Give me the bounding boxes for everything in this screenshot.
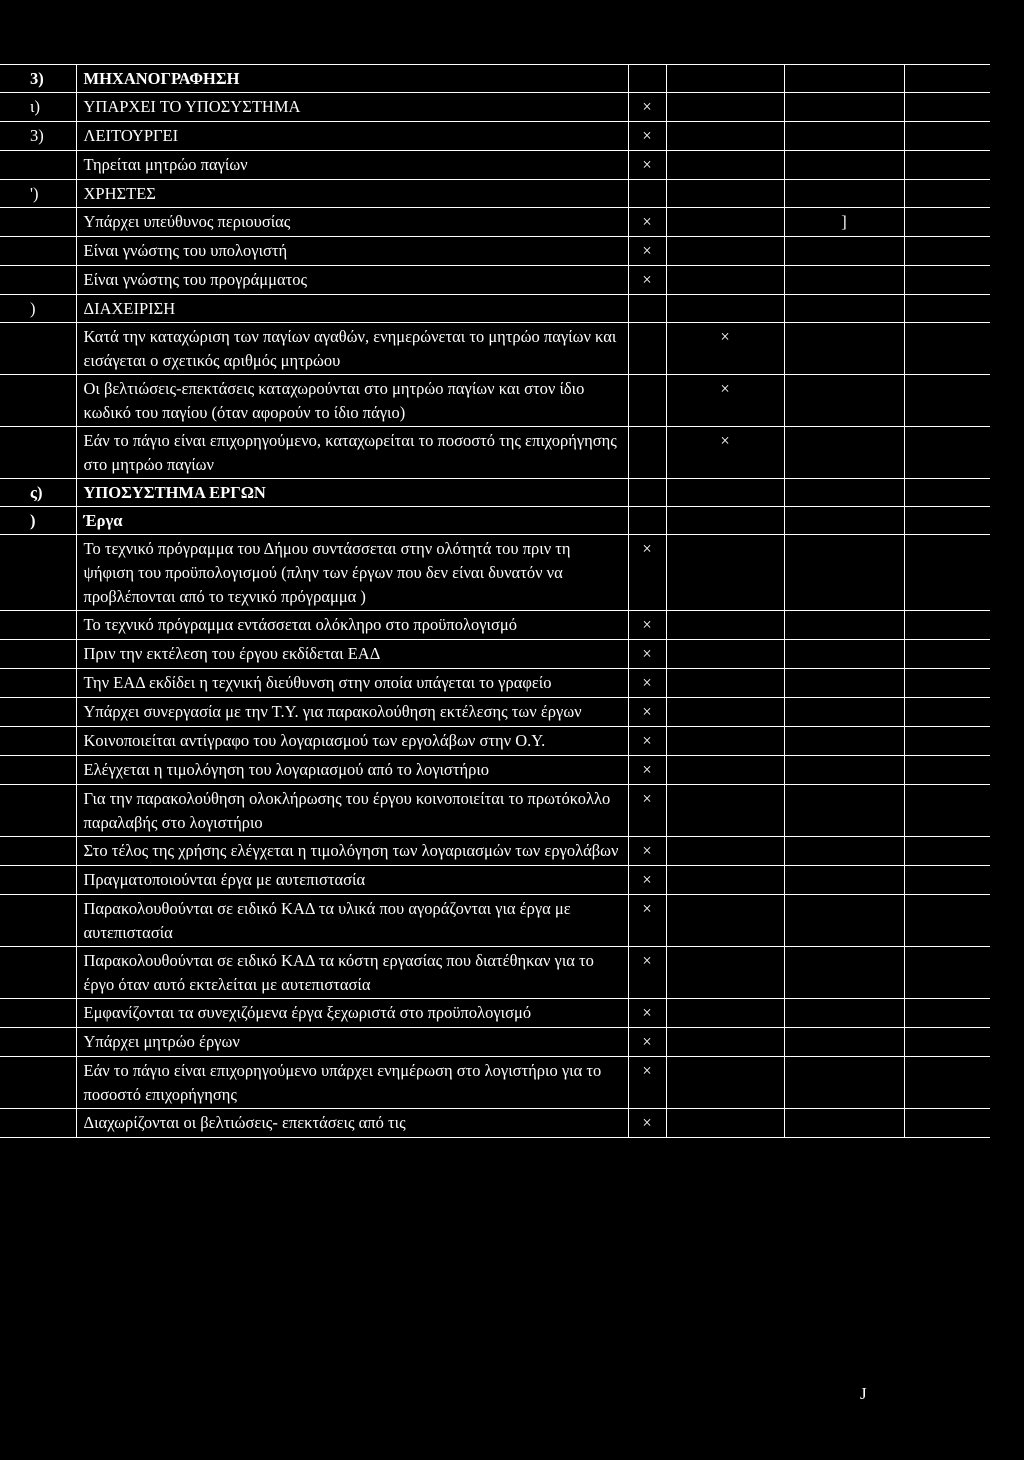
row-text: Οι βελτιώσεις-επεκτάσεις καταχωρούνται στο μητρώο παγίων και στον ίδιο κωδικό του παγίου (όταν αφορούν το ίδιο πάγιο) <box>76 375 628 427</box>
row-text: Παρακολουθούνται σε ειδικό ΚΑΔ τα κόστη εργασίας που διατέθηκαν για το έργο όταν αυτό εκτελείται με αυτεπιστασία <box>76 947 628 999</box>
table-row <box>0 93 990 122</box>
mark-col-4 <box>904 208 990 237</box>
mark-col-2 <box>666 151 784 180</box>
table-row <box>0 640 990 669</box>
row-number <box>0 208 76 237</box>
row-text: Ελέγχεται η τιμολόγηση του λογαριασμού από το λογιστήριο <box>76 756 628 785</box>
row-text: Είναι γνώστης του υπολογιστή <box>76 237 628 266</box>
mark-col-2 <box>666 837 784 866</box>
row-number <box>0 698 76 727</box>
row-text: Υπάρχει υπεύθυνος περιουσίας <box>76 208 628 237</box>
mark-col-3 <box>784 1028 904 1057</box>
row-number <box>0 756 76 785</box>
table-row <box>0 237 990 266</box>
mark-col-3 <box>784 698 904 727</box>
row-text: Εάν το πάγιο είναι επιχορηγούμενο υπάρχει ενημέρωση στο λογιστήριο για το ποσοστό επιχορήγησης <box>76 1057 628 1109</box>
mark-col-4 <box>904 507 990 535</box>
table-row <box>0 669 990 698</box>
table-row <box>0 122 990 151</box>
mark-col-4 <box>904 611 990 640</box>
mark-col-1: × <box>628 122 666 151</box>
mark-col-1: × <box>628 727 666 756</box>
row-number <box>0 640 76 669</box>
mark-col-2 <box>666 756 784 785</box>
mark-col-1: × <box>628 1109 666 1138</box>
mark-col-4 <box>904 866 990 895</box>
row-text: Παρακολουθούνται σε ειδικό ΚΑΔ τα υλικά που αγοράζονται για έργα με αυτεπιστασία <box>76 895 628 947</box>
mark-col-1: × <box>628 999 666 1028</box>
mark-col-1 <box>628 479 666 507</box>
mark-col-1: × <box>628 895 666 947</box>
mark-col-4 <box>904 122 990 151</box>
mark-col-1: × <box>628 535 666 611</box>
mark-col-4 <box>904 93 990 122</box>
table-row <box>0 895 990 947</box>
row-number <box>0 1109 76 1138</box>
checklist-table <box>0 64 990 1138</box>
mark-col-4 <box>904 895 990 947</box>
mark-col-2 <box>666 1109 784 1138</box>
mark-col-3 <box>784 837 904 866</box>
mark-col-1: × <box>628 640 666 669</box>
mark-col-1: × <box>628 1057 666 1109</box>
row-text: Κοινοποιείται αντίγραφο του λογαριασμού των εργολάβων στην Ο.Υ. <box>76 727 628 756</box>
mark-col-3 <box>784 756 904 785</box>
row-number <box>0 427 76 479</box>
mark-col-1: × <box>628 947 666 999</box>
row-number <box>0 1057 76 1109</box>
row-number <box>0 1028 76 1057</box>
row-text: Πραγματοποιούνται έργα με αυτεπιστασία <box>76 866 628 895</box>
mark-col-2 <box>666 640 784 669</box>
table-row <box>0 999 990 1028</box>
table-row <box>0 507 990 535</box>
table-row <box>0 151 990 180</box>
table-row <box>0 837 990 866</box>
table-row <box>0 180 990 208</box>
row-number <box>0 785 76 837</box>
mark-col-2 <box>666 669 784 698</box>
row-text: Κατά την καταχώριση των παγίων αγαθών, ενημερώνεται το μητρώο παγίων και εισάγεται ο σχετικός αριθμός μητρώου <box>76 323 628 375</box>
mark-col-1: × <box>628 611 666 640</box>
table-row <box>0 323 990 375</box>
mark-col-3 <box>784 93 904 122</box>
mark-col-3 <box>784 640 904 669</box>
row-text: Το τεχνικό πρόγραμμα εντάσσεται ολόκληρο στο προϋπολογισμό <box>76 611 628 640</box>
table-row <box>0 756 990 785</box>
row-number <box>0 375 76 427</box>
mark-col-3 <box>784 237 904 266</box>
mark-col-3 <box>784 479 904 507</box>
mark-col-3 <box>784 535 904 611</box>
row-number: 3) <box>0 65 76 93</box>
mark-col-3 <box>784 507 904 535</box>
table-row <box>0 866 990 895</box>
row-number <box>0 837 76 866</box>
mark-col-1: × <box>628 151 666 180</box>
mark-col-2 <box>666 266 784 295</box>
mark-col-1 <box>628 65 666 93</box>
row-number <box>0 727 76 756</box>
mark-col-3 <box>784 866 904 895</box>
mark-col-2 <box>666 785 784 837</box>
mark-col-2: × <box>666 427 784 479</box>
table-row <box>0 535 990 611</box>
mark-col-3 <box>784 947 904 999</box>
row-number <box>0 323 76 375</box>
table-row <box>0 427 990 479</box>
mark-col-2 <box>666 727 784 756</box>
row-text: Πριν την εκτέλεση του έργου εκδίδεται ΕΑΔ <box>76 640 628 669</box>
table-row <box>0 1057 990 1109</box>
table-row <box>0 1028 990 1057</box>
mark-col-4 <box>904 947 990 999</box>
row-text: Εάν το πάγιο είναι επιχορηγούμενο, καταχωρείται το ποσοστό της επιχορήγησης στο μητρώο παγίων <box>76 427 628 479</box>
mark-col-4 <box>904 479 990 507</box>
mark-col-3 <box>784 1109 904 1138</box>
table-row <box>0 479 990 507</box>
mark-col-2 <box>666 479 784 507</box>
mark-col-3 <box>784 180 904 208</box>
row-text: Το τεχνικό πρόγραμμα του Δήμου συντάσσεται στην ολότητά του πριν τη ψήφιση του προϋπολογισμού (πλην των έργων που δεν είναι δυνατόν να προβλέπονται από το τεχνικό πρόγραμμα ) <box>76 535 628 611</box>
mark-col-4 <box>904 727 990 756</box>
row-number: ') <box>0 180 76 208</box>
table-row <box>0 611 990 640</box>
mark-col-4 <box>904 756 990 785</box>
mark-col-1: × <box>628 866 666 895</box>
row-text: ΛΕΙΤΟΥΡΓΕΙ <box>76 122 628 151</box>
row-text: Για την παρακολούθηση ολοκλήρωσης του έργου κοινοποιείται το πρωτόκολλο παραλαβής στο λογιστήριο <box>76 785 628 837</box>
row-number: ) <box>0 295 76 323</box>
mark-col-3 <box>784 323 904 375</box>
row-text: Υπάρχει μητρώο έργων <box>76 1028 628 1057</box>
page-corner-mark: J <box>860 1384 867 1403</box>
mark-col-1: × <box>628 698 666 727</box>
mark-col-4 <box>904 375 990 427</box>
mark-col-2 <box>666 208 784 237</box>
row-number <box>0 895 76 947</box>
mark-col-2 <box>666 1057 784 1109</box>
mark-col-2 <box>666 507 784 535</box>
checklist-body <box>0 65 990 1138</box>
mark-col-2 <box>666 1028 784 1057</box>
row-number: ι) <box>0 93 76 122</box>
mark-col-2 <box>666 866 784 895</box>
mark-col-2 <box>666 180 784 208</box>
mark-col-4 <box>904 295 990 323</box>
mark-col-3 <box>784 295 904 323</box>
row-text: Διαχωρίζονται οι βελτιώσεις- επεκτάσεις από τις <box>76 1109 628 1138</box>
row-number: ς) <box>0 479 76 507</box>
mark-col-4 <box>904 1028 990 1057</box>
table-row <box>0 295 990 323</box>
mark-col-2 <box>666 999 784 1028</box>
mark-col-1: × <box>628 93 666 122</box>
mark-col-1: × <box>628 756 666 785</box>
mark-col-4 <box>904 180 990 208</box>
mark-col-4 <box>904 535 990 611</box>
mark-col-2 <box>666 237 784 266</box>
mark-col-2 <box>666 947 784 999</box>
mark-col-1: × <box>628 237 666 266</box>
table-row <box>0 266 990 295</box>
mark-col-1 <box>628 180 666 208</box>
row-number <box>0 237 76 266</box>
mark-col-1: × <box>628 785 666 837</box>
mark-col-1 <box>628 427 666 479</box>
mark-col-3 <box>784 999 904 1028</box>
mark-col-4 <box>904 837 990 866</box>
row-text: ΧΡΗΣΤΕΣ <box>76 180 628 208</box>
mark-col-3 <box>784 65 904 93</box>
row-text: Τηρείται μητρώο παγίων <box>76 151 628 180</box>
mark-col-4 <box>904 785 990 837</box>
row-text: ΔΙΑΧΕΙΡΙΣΗ <box>76 295 628 323</box>
mark-col-2 <box>666 535 784 611</box>
mark-col-3 <box>784 122 904 151</box>
mark-col-3 <box>784 611 904 640</box>
row-number <box>0 669 76 698</box>
mark-col-1 <box>628 375 666 427</box>
mark-col-2 <box>666 895 784 947</box>
mark-col-3 <box>784 785 904 837</box>
table-row <box>0 375 990 427</box>
mark-col-4 <box>904 65 990 93</box>
mark-col-1 <box>628 507 666 535</box>
mark-col-3 <box>784 266 904 295</box>
mark-col-4 <box>904 698 990 727</box>
mark-col-2 <box>666 65 784 93</box>
mark-col-2: × <box>666 375 784 427</box>
row-text: Έργα <box>76 507 628 535</box>
mark-col-1: × <box>628 266 666 295</box>
mark-col-3 <box>784 375 904 427</box>
mark-col-4 <box>904 669 990 698</box>
mark-col-1: × <box>628 837 666 866</box>
row-text: Την ΕΑΔ εκδίδει η τεχνική διεύθυνση στην οποία υπάγεται το γραφείο <box>76 669 628 698</box>
mark-col-3 <box>784 669 904 698</box>
mark-col-1: × <box>628 669 666 698</box>
table-row <box>0 947 990 999</box>
mark-col-4 <box>904 1057 990 1109</box>
mark-col-1 <box>628 295 666 323</box>
mark-col-3 <box>784 151 904 180</box>
mark-col-1 <box>628 323 666 375</box>
mark-col-3 <box>784 895 904 947</box>
mark-col-3 <box>784 727 904 756</box>
row-number <box>0 947 76 999</box>
mark-col-2 <box>666 698 784 727</box>
row-number <box>0 866 76 895</box>
row-text: ΜΗΧΑΝΟΓΡΑΦΗΣΗ <box>76 65 628 93</box>
mark-col-4 <box>904 1109 990 1138</box>
row-text: ΥΠΑΡΧΕΙ ΤΟ ΥΠΟΣΥΣΤΗΜΑ <box>76 93 628 122</box>
mark-col-4 <box>904 640 990 669</box>
table-row <box>0 208 990 237</box>
mark-col-4 <box>904 427 990 479</box>
mark-col-4 <box>904 266 990 295</box>
row-text: Υπάρχει συνεργασία με την Τ.Υ. για παρακολούθηση εκτέλεσης των έργων <box>76 698 628 727</box>
mark-col-1: × <box>628 208 666 237</box>
mark-col-3 <box>784 1057 904 1109</box>
row-text: Εμφανίζονται τα συνεχιζόμενα έργα ξεχωριστά στο προϋπολογισμό <box>76 999 628 1028</box>
mark-col-2 <box>666 122 784 151</box>
row-number <box>0 611 76 640</box>
mark-col-4 <box>904 999 990 1028</box>
row-number <box>0 535 76 611</box>
mark-col-4 <box>904 323 990 375</box>
table-row <box>0 727 990 756</box>
mark-col-2: × <box>666 323 784 375</box>
row-number: ) <box>0 507 76 535</box>
table-row <box>0 698 990 727</box>
mark-col-4 <box>904 151 990 180</box>
mark-col-3: ] <box>784 208 904 237</box>
row-number <box>0 151 76 180</box>
mark-col-1: × <box>628 1028 666 1057</box>
mark-col-4 <box>904 237 990 266</box>
table-row <box>0 785 990 837</box>
mark-col-2 <box>666 611 784 640</box>
mark-col-2 <box>666 93 784 122</box>
row-number <box>0 266 76 295</box>
row-text: ΥΠΟΣΥΣΤΗΜΑ ΕΡΓΩΝ <box>76 479 628 507</box>
mark-col-3 <box>784 427 904 479</box>
row-text: Είναι γνώστης του προγράμματος <box>76 266 628 295</box>
mark-col-2 <box>666 295 784 323</box>
row-number <box>0 999 76 1028</box>
row-text: Στο τέλος της χρήσης ελέγχεται η τιμολόγηση των λογαριασμών των εργολάβων <box>76 837 628 866</box>
table-row <box>0 65 990 93</box>
table-row <box>0 1109 990 1138</box>
row-number: 3) <box>0 122 76 151</box>
